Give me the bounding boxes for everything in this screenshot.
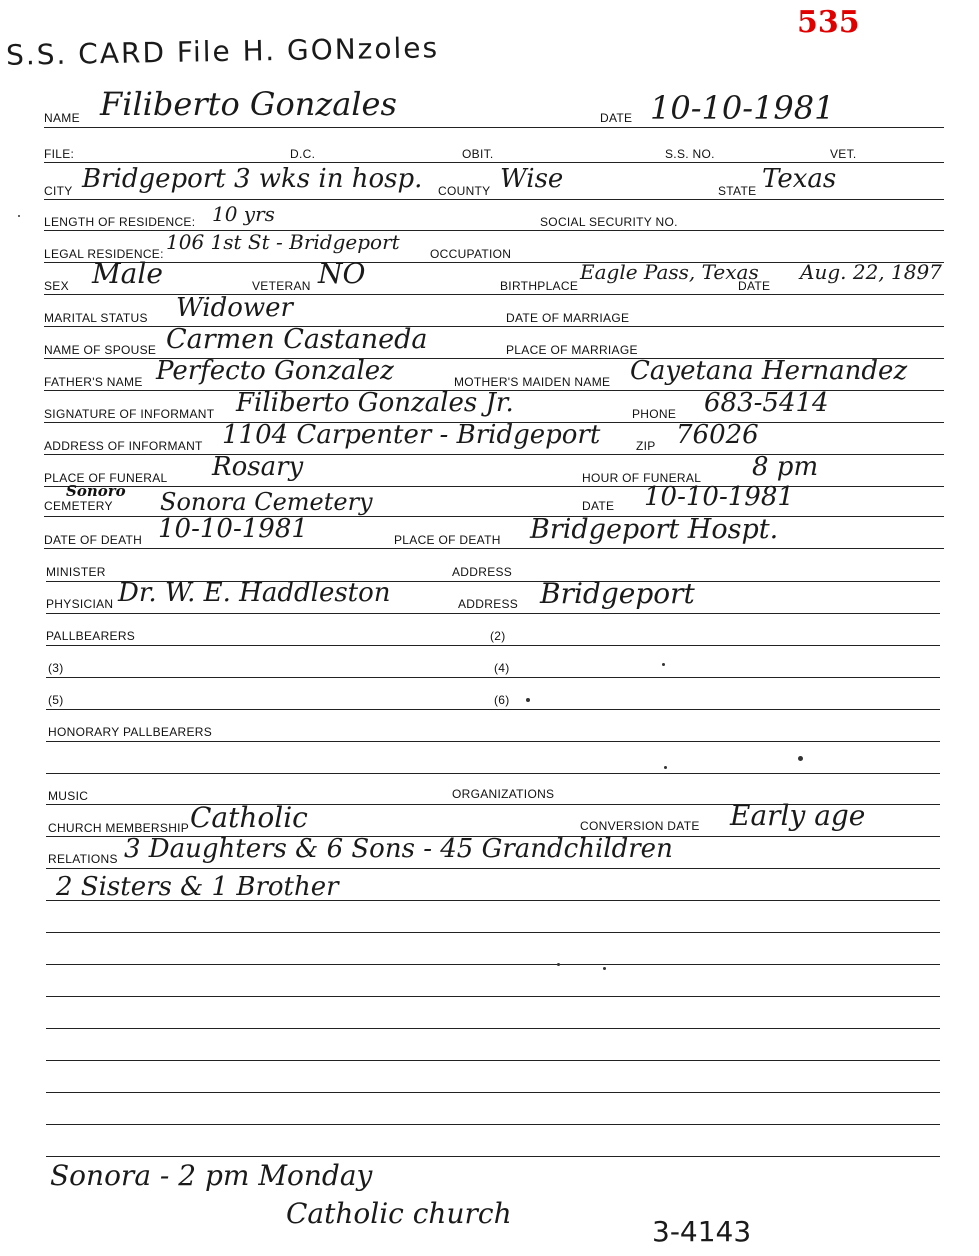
blank-rule-1: [46, 932, 940, 933]
city-label: CITY: [44, 184, 73, 198]
file-rule: [44, 162, 944, 163]
honorary-rule-2: [46, 773, 940, 774]
scan-speck: [18, 215, 20, 217]
state-value: Texas: [762, 164, 837, 194]
scan-speck: [798, 756, 803, 761]
music-label: MUSIC: [48, 789, 89, 803]
obit-label: OBIT.: [462, 147, 494, 161]
county-label: COUNTY: [438, 184, 491, 198]
minister-address-label: ADDRESS: [452, 565, 513, 579]
physician-value: Dr. W. E. Haddleston: [118, 578, 391, 608]
file-label: FILE:: [44, 147, 75, 161]
date-of-death-label: DATE OF DEATH: [44, 533, 143, 547]
pallbearer-5-label: (5): [48, 693, 64, 707]
length-of-residence-label: LENGTH OF RESIDENCE:: [44, 215, 196, 229]
blank-rule-8: [46, 1156, 940, 1157]
occupation-label: OCCUPATION: [430, 247, 512, 261]
physician-address-value: Bridgeport: [540, 577, 695, 610]
blank-rule-7: [46, 1124, 940, 1125]
legal-residence-label: LEGAL RESIDENCE:: [44, 247, 164, 261]
church-membership-value: Catholic: [190, 801, 308, 834]
veteran-value: NO: [318, 257, 366, 290]
blank-rule-5: [46, 1060, 940, 1061]
conversion-date-label: CONVERSION DATE: [580, 819, 700, 833]
birth-date-label: DATE: [738, 279, 771, 293]
date-value: 10-10-1981: [650, 89, 835, 127]
pallbearer-6-label: (6): [494, 693, 510, 707]
cemetery-date-label: DATE: [582, 499, 615, 513]
city-value: Bridgeport 3 wks in hosp.: [82, 164, 423, 194]
scan-speck: [557, 963, 560, 966]
phone-label: PHONE: [632, 407, 677, 421]
birthplace-value: Eagle Pass, Texas: [580, 260, 759, 284]
footer-note-line2: Catholic church: [286, 1197, 512, 1230]
relations-rule-2: [46, 900, 940, 901]
place-of-death-label: PLACE OF DEATH: [394, 533, 501, 547]
page-number: 535: [797, 5, 860, 40]
zip-value: 76026: [676, 420, 759, 450]
phone-value: 683-5414: [704, 388, 829, 418]
name-label: NAME: [44, 111, 80, 125]
signature-of-informant-label: SIGNATURE OF INFORMANT: [44, 407, 215, 421]
blank-rule-3: [46, 996, 940, 997]
relations-rule-1: [46, 868, 940, 869]
length-of-residence-value: 10 yrs: [212, 202, 275, 226]
relations-label: RELATIONS: [48, 852, 118, 866]
fathers-name-value: Perfecto Gonzalez: [156, 356, 394, 386]
address-of-informant-label: ADDRESS OF INFORMANT: [44, 439, 203, 453]
birth-date-value: Aug. 22, 1897: [800, 260, 942, 284]
physician-address-label: ADDRESS: [458, 597, 519, 611]
address-of-informant-value: 1104 Carpenter - Bridgeport: [222, 420, 601, 450]
relations-value: 3 Daughters & 6 Sons - 45 Grandchildren: [124, 834, 673, 864]
cemetery-date-value: 10-10-1981: [644, 482, 794, 512]
cemetery-stamp: Sonoro: [66, 482, 126, 500]
hour-of-funeral-value: 8 pm: [752, 452, 819, 482]
pallbearer-2-label: (2): [490, 629, 506, 643]
ss-no-label: S.S. NO.: [665, 147, 715, 161]
county-value: Wise: [500, 164, 564, 194]
pallbearers-rule-1: [46, 645, 940, 646]
place-of-funeral-value: Rosary: [212, 452, 304, 482]
marital-status-value: Widower: [176, 293, 293, 323]
mothers-maiden-name-label: MOTHER'S MAIDEN NAME: [454, 375, 611, 389]
place-of-marriage-label: PLACE OF MARRIAGE: [506, 343, 638, 357]
physician-rule: [46, 613, 940, 614]
blank-rule-6: [46, 1092, 940, 1093]
name-rule: [44, 127, 944, 128]
minister-label: MINISTER: [46, 565, 106, 579]
vet-label: VET.: [830, 147, 857, 161]
state-label: STATE: [718, 184, 757, 198]
blank-rule-2: [46, 964, 940, 965]
legal-residence-value: 106 1st St - Bridgeport: [166, 230, 400, 254]
honorary-rule-1: [46, 741, 940, 742]
sex-label: SEX: [44, 279, 69, 293]
organizations-label: ORGANIZATIONS: [452, 787, 555, 801]
date-of-death-value: 10-10-1981: [158, 514, 308, 544]
social-security-no-label: SOCIAL SECURITY NO.: [540, 215, 678, 229]
fathers-name-label: FATHER'S NAME: [44, 375, 143, 389]
name-of-spouse-label: NAME OF SPOUSE: [44, 343, 157, 357]
cemetery-value: Sonora Cemetery: [160, 488, 373, 516]
pallbearers-label: PALLBEARERS: [46, 629, 136, 643]
honorary-pallbearers-label: HONORARY PALLBEARERS: [48, 725, 213, 739]
death-rule: [44, 548, 944, 549]
birthplace-label: BIRTHPLACE: [500, 279, 579, 293]
mothers-maiden-name-value: Cayetana Hernandez: [630, 356, 908, 386]
pallbearers-rule-2: [46, 677, 940, 678]
physician-label: PHYSICIAN: [46, 597, 114, 611]
marital-status-label: MARITAL STATUS: [44, 311, 148, 325]
city-rule: [44, 199, 944, 200]
scan-speck: [526, 698, 530, 702]
name-of-spouse-value: Carmen Castaneda: [166, 324, 428, 355]
veteran-label: VETERAN: [252, 279, 311, 293]
hour-of-funeral-label: HOUR OF FUNERAL: [582, 471, 702, 485]
pallbearer-4-label: (4): [494, 661, 510, 675]
cemetery-label: CEMETERY: [44, 499, 113, 513]
footer-ref-number: 3-4143: [652, 1215, 752, 1248]
place-of-death-value: Bridgeport Hospt.: [530, 514, 779, 545]
funeral-rule: [44, 486, 944, 487]
name-value: Filiberto Gonzales: [100, 85, 397, 123]
sex-value: Male: [92, 257, 163, 290]
dc-label: D.C.: [290, 147, 316, 161]
zip-label: ZIP: [636, 439, 656, 453]
footer-note-line1: Sonora - 2 pm Monday: [50, 1159, 373, 1192]
relations-value-line2: 2 Sisters & 1 Brother: [56, 872, 339, 902]
conversion-date-value: Early age: [730, 799, 866, 832]
scan-speck: [662, 663, 665, 666]
date-of-marriage-label: DATE OF MARRIAGE: [506, 311, 630, 325]
place-of-funeral-label: PLACE OF FUNERAL: [44, 471, 168, 485]
pallbearers-rule-3: [46, 709, 940, 710]
church-membership-label: CHURCH MEMBERSHIP: [48, 821, 190, 835]
scan-speck: [603, 967, 606, 970]
signature-of-informant-value: Filiberto Gonzales Jr.: [236, 388, 514, 418]
date-label: DATE: [600, 111, 633, 125]
scan-speck: [664, 766, 667, 769]
pallbearer-3-label: (3): [48, 661, 64, 675]
blank-rule-4: [46, 1028, 940, 1029]
title-note: S.S. CARD File H. GONzoles: [5, 31, 440, 72]
